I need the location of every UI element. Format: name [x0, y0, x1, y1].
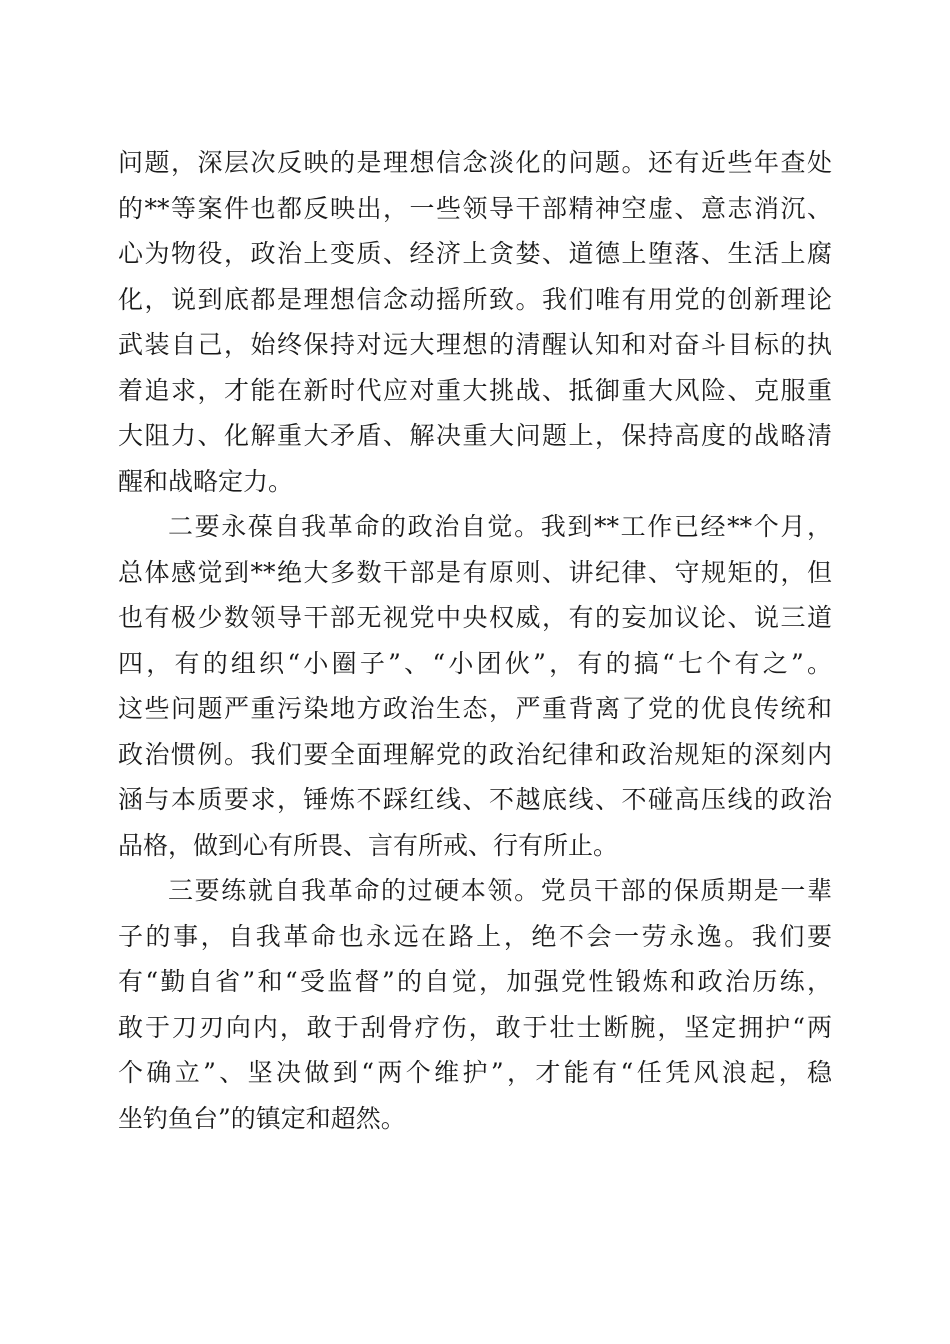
paragraph-line: 这些问题严重污染地方政治生态，严重背离了党的优良传统和 — [118, 694, 832, 723]
paragraph-line: 也有极少数领导干部无视党中央权威，有的妄加议论、说三道 — [118, 603, 832, 632]
paragraph-1 — [118, 140, 832, 504]
paragraph-line: 的**等案件也都反映出，一些领导干部精神空虚、意志消沉、 — [118, 193, 832, 223]
paragraph-line: 涵与本质要求，锤炼不踩红线、不越底线、不碰高压线的政治 — [118, 785, 832, 814]
paragraph-line: 政治惯例。我们要全面理解党的政治纪律和政治规矩的深刻内 — [118, 739, 832, 769]
paragraph-line: 子的事，自我革命也永远在路上，绝不会一劳永逸。我们要 — [118, 921, 832, 951]
paragraph-line: 二要永葆自我革命的政治自觉。我到**工作已经**个月， — [168, 512, 832, 541]
paragraph-line: 有“勤自省”和“受监督”的自觉，加强党性锻炼和政治历练， — [118, 967, 832, 996]
paragraph-line: 个确立”、坚决做到“两个维护”，才能有“任凭风浪起，稳 — [118, 1058, 832, 1087]
paragraph-line: 品格，做到心有所畏、言有所戒、行有所止。 — [118, 830, 619, 860]
paragraph-2 — [118, 504, 832, 868]
paragraph-3 — [118, 868, 832, 1141]
paragraph-line: 敢于刀刃向内，敢于刮骨疗伤，敢于壮士断腕，坚定拥护“两 — [118, 1012, 832, 1042]
paragraph-line: 四，有的组织“小圈子”、“小团伙”，有的搞“七个有之”。 — [118, 648, 832, 678]
document-body — [118, 140, 832, 1141]
paragraph-line: 大阻力、化解重大矛盾、解决重大问题上，保持高度的战略清 — [118, 421, 832, 450]
paragraph-line: 武装自己，始终保持对远大理想的清醒认知和对奋斗目标的执 — [118, 330, 832, 359]
paragraph-line: 问题，深层次反映的是理想信念淡化的问题。还有近些年查处 — [118, 148, 832, 177]
paragraph-line: 总体感觉到**绝大多数干部是有原则、讲纪律、守规矩的，但 — [118, 557, 832, 587]
paragraph-line: 心为物役，政治上变质、经济上贪婪、道德上堕落、生活上腐 — [118, 239, 832, 268]
paragraph-line: 坐钓鱼台”的镇定和超然。 — [118, 1103, 406, 1133]
paragraph-line: 化，说到底都是理想信念动摇所致。我们唯有用党的创新理论 — [118, 284, 832, 314]
paragraph-line: 三要练就自我革命的过硬本领。党员干部的保质期是一辈 — [168, 876, 832, 905]
paragraph-line: 着追求，才能在新时代应对重大挑战、抵御重大风险、克服重 — [118, 375, 832, 405]
paragraph-line: 醒和战略定力。 — [118, 466, 294, 496]
